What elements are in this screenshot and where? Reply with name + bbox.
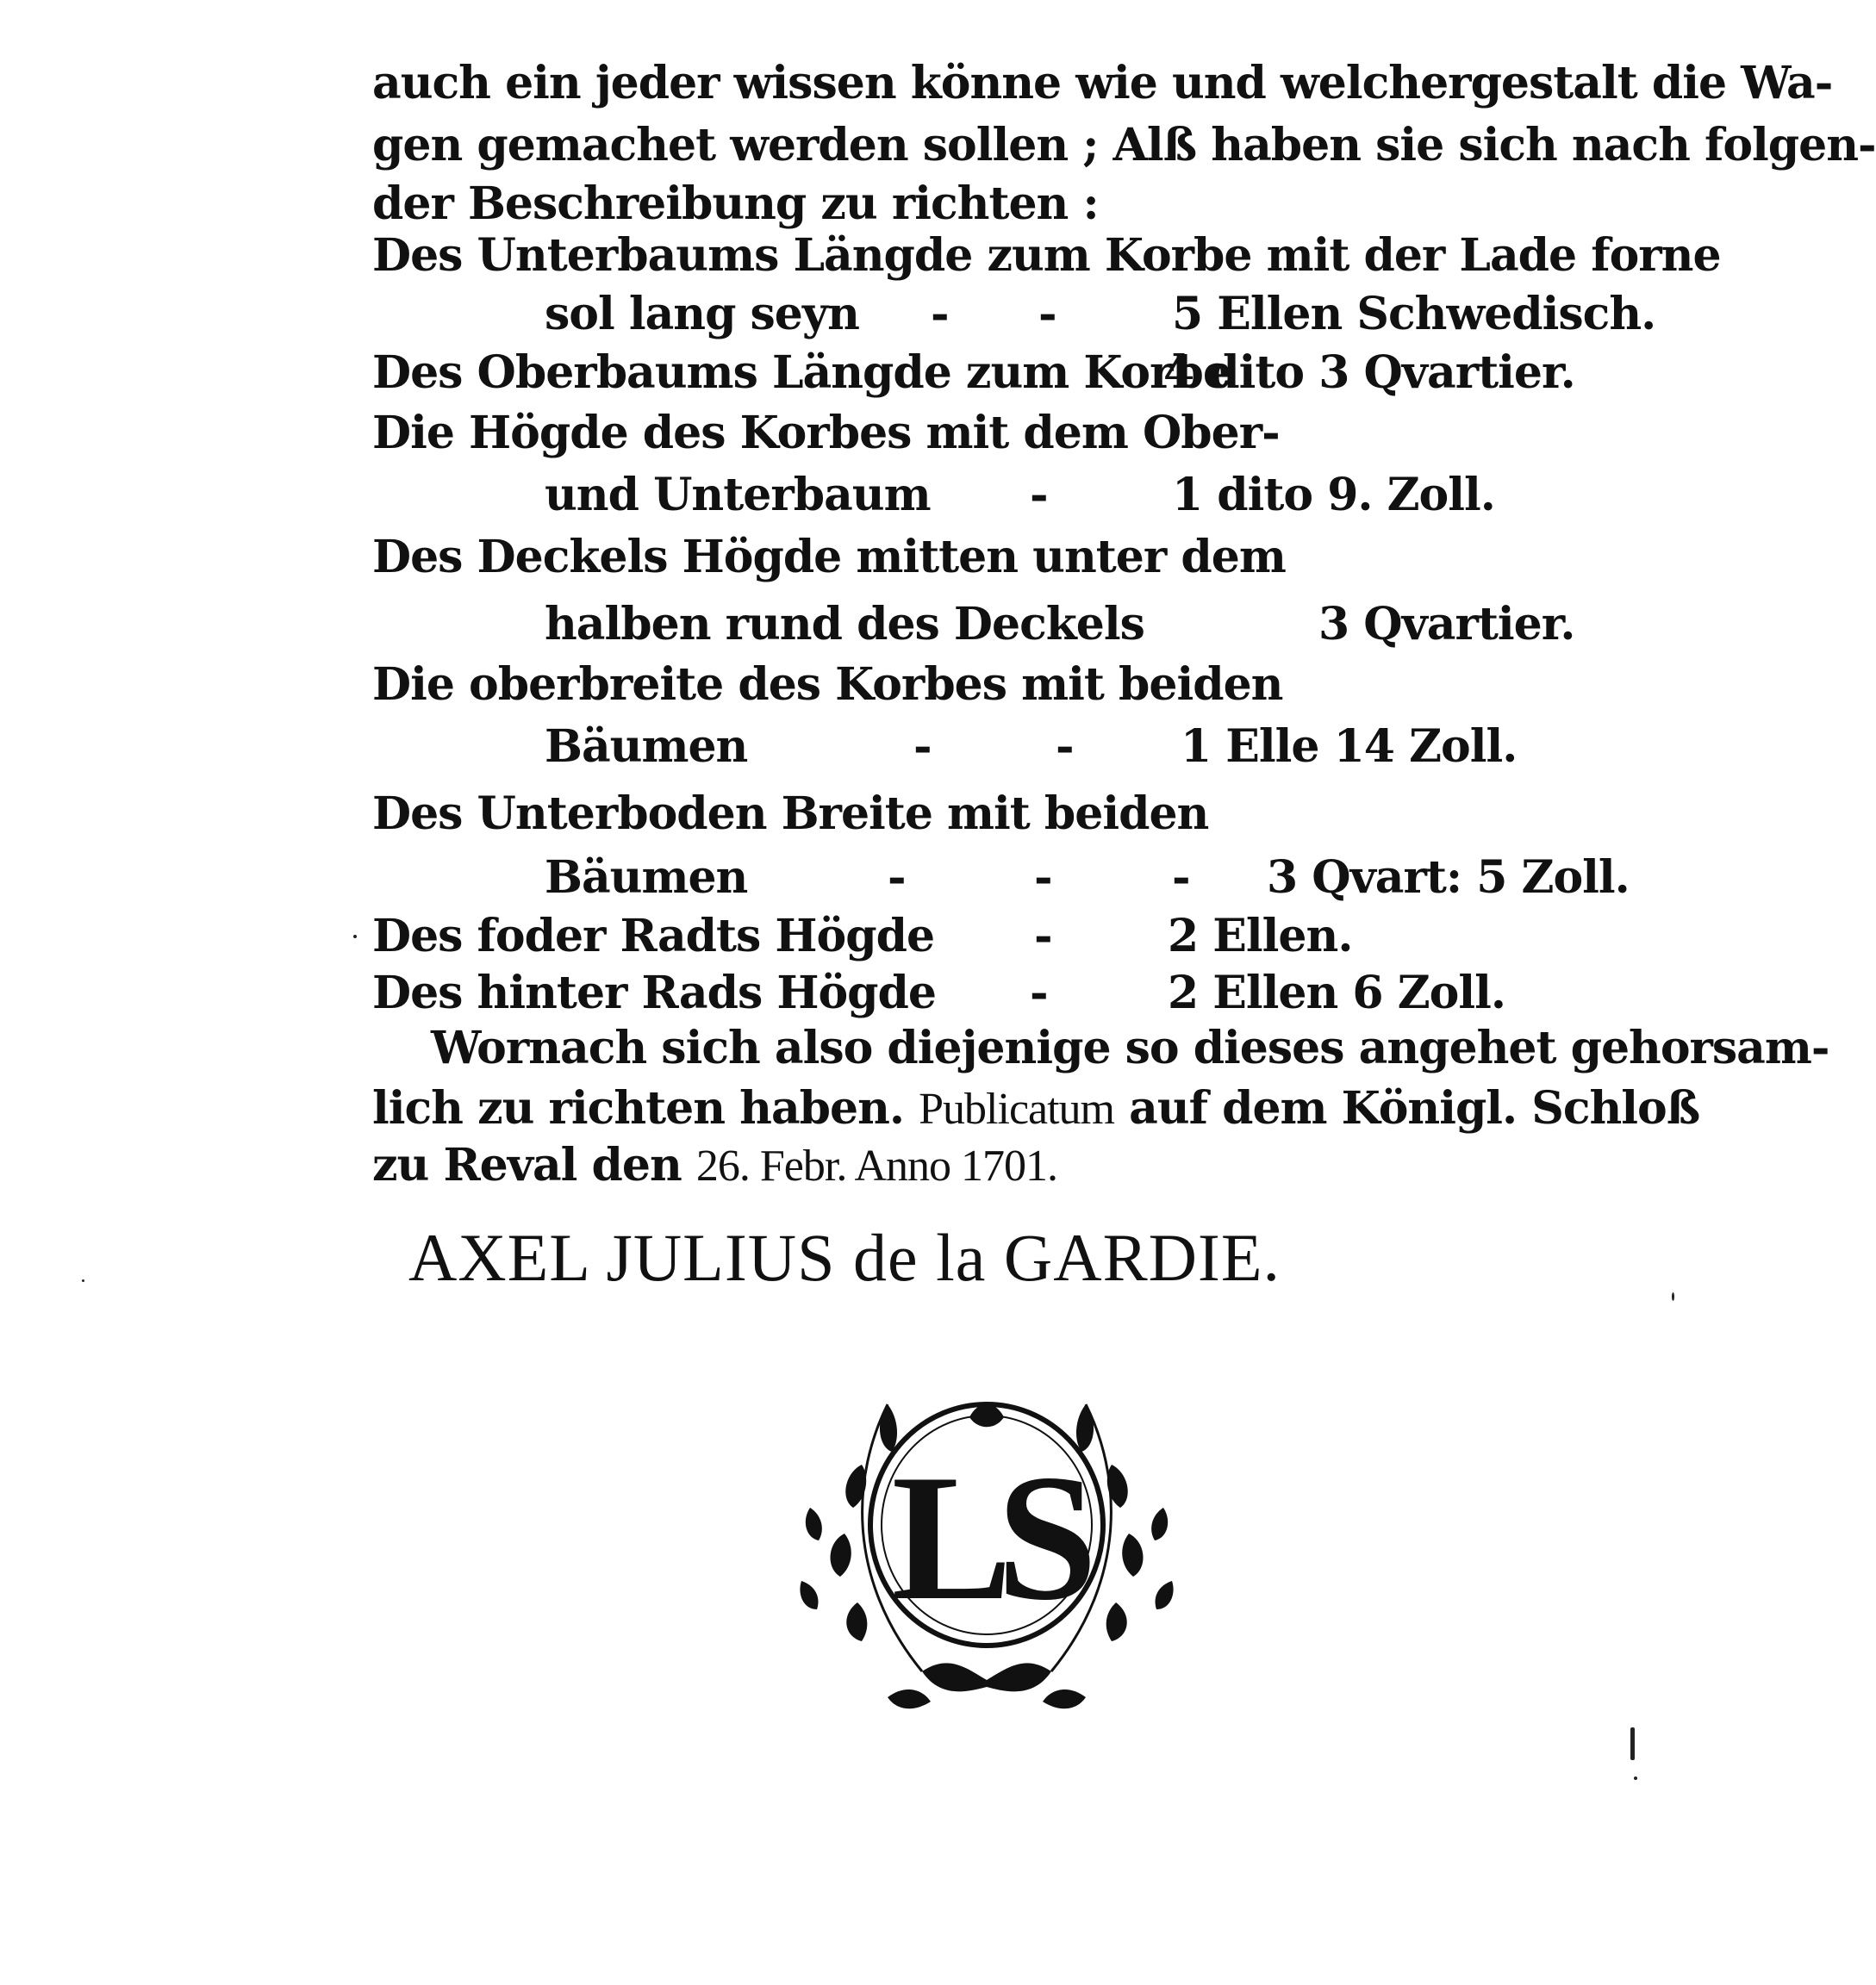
measure-5-label-a: Die oberbreite des Korbes mit beiden (372, 658, 1283, 711)
print-speck (1630, 1727, 1635, 1760)
leader-dash: - (931, 288, 950, 340)
leader-dash: - (1034, 851, 1053, 904)
closing-line-3-part-a: zu Reval den (372, 1139, 682, 1192)
measure-1-label-a: Des Unterbaums Längde zum Korbe mit der Lade forne (372, 229, 1721, 282)
measure-6-value: 3 Qvart: 5 Zoll. (1267, 851, 1630, 904)
measure-5-value: 1 Elle 14 Zoll. (1181, 720, 1518, 773)
measure-3-label-b: und Unterbaum (545, 469, 931, 521)
measure-2-label: Des Oberbaums Längde zum Korbe (372, 346, 1231, 399)
measure-4-label-b: halben rund des Deckels (545, 598, 1144, 650)
leader-dash: - (1056, 720, 1075, 773)
intro-line-3: der Beschreibung zu richten : (372, 177, 1099, 230)
measure-1-value: 5 Ellen Schwedisch. (1172, 288, 1656, 340)
measure-3-value: 1 dito 9. Zoll. (1172, 469, 1495, 521)
measure-3-label-a: Die Högde des Korbes mit dem Ober- (372, 407, 1280, 459)
leader-dash: - (1034, 910, 1053, 962)
closing-line-2 (372, 1079, 1700, 1140)
leader-dash: - (1172, 851, 1191, 904)
intro-line-2: gen gemachet werden sollen ; Alß haben sie sich nach folgen- (372, 119, 1876, 171)
measure-5-label-b: Bäumen (545, 720, 748, 773)
measure-4-label-a: Des Deckels Högde mitten unter dem (372, 531, 1286, 583)
print-speck (353, 935, 357, 938)
closing-line-3-date: 26. Febr. Anno 1701. (695, 1142, 1058, 1191)
leader-dash: - (1030, 469, 1049, 521)
closing-line-2-publicatum: Publicatum (919, 1085, 1114, 1134)
closing-line-2-part-c: auf dem Königl. Schloß (1129, 1082, 1700, 1135)
measure-7-value: 2 Ellen. (1168, 910, 1353, 962)
intro-line-1: auch ein jeder wissen könne wie und welchergestalt die Wa- (372, 57, 1833, 109)
ls-monogram-wreath-seal (793, 1370, 1181, 1723)
print-speck (82, 1279, 84, 1282)
measure-2-value: 4 dito 3 Qvartier. (1163, 346, 1575, 399)
measure-1-label-b: sol lang seyn (545, 288, 859, 340)
measure-6-label-b: Bäumen (545, 851, 748, 904)
measure-6-label-a: Des Unterboden Breite mit beiden (372, 787, 1209, 840)
monogram-letters: LS (891, 1438, 1082, 1638)
closing-line-3 (372, 1136, 1622, 1197)
measure-8-value: 2 Ellen 6 Zoll. (1168, 967, 1505, 1019)
leader-dash: - (1030, 967, 1049, 1019)
print-speck (1672, 1292, 1674, 1301)
leader-dash: - (913, 720, 932, 773)
closing-line-1: Wornach sich also diejenige so dieses angehet gehorsam- (431, 1022, 1829, 1074)
measure-4-value: 3 Qvartier. (1318, 598, 1575, 650)
measure-8-label: Des hinter Rads Högde (372, 967, 936, 1019)
leader-dash: - (888, 851, 907, 904)
closing-line-2-part-a: lich zu richten haben. (372, 1082, 905, 1135)
leader-dash: - (1038, 288, 1057, 340)
print-speck (1634, 1777, 1637, 1780)
signature: AXEL JULIUS de la GARDIE. (408, 1220, 1281, 1295)
measure-7-label: Des foder Radts Högde (372, 910, 935, 962)
